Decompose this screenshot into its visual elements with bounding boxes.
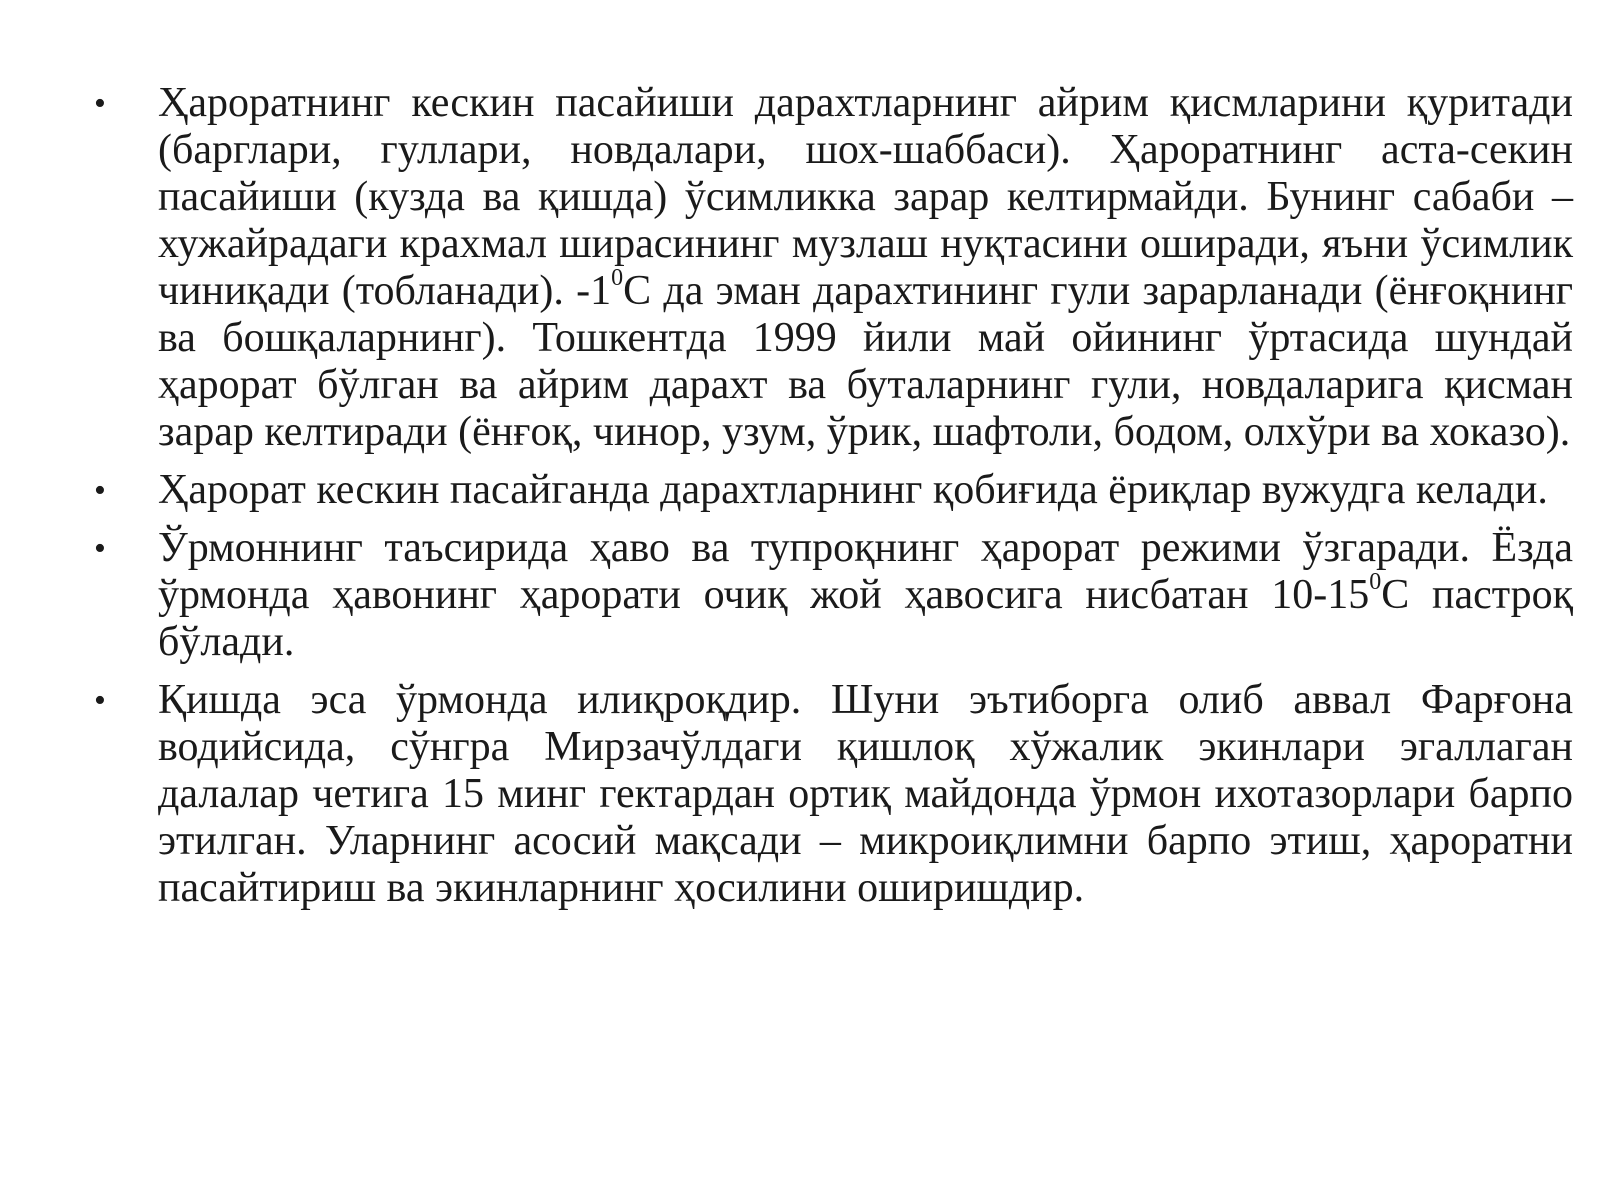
bullet-text [158, 525, 1573, 666]
text-segment: Ўрмоннинг таъсирида ҳаво ва тупроқнинг ҳарорат режими ўзгаради. Ёзда ўрмонда ҳавонинг ҳарорати очиқ жой ҳавосига нисбатан 10-15 [158, 525, 1573, 618]
text-segment: С да эман дарахтининг гули зарарланади (ёнғоқнинг ва бошқаларнинг). Тошкентда 1999 йили май ойининг ўртасида шундай ҳарорат бўлган ва айрим дарахт ва буталарнинг гули, новдаларига қисман зарар келтиради (ёнғоқ, чинор, узум, ўрик, шафтоли, бодом, олхўри ва хоказо). [158, 268, 1573, 455]
text-segment: Ҳарорат кескин пасайганда дарахтларнинг қобиғида ёриқлар вужудга келади. [158, 467, 1548, 513]
bullet-text [158, 467, 1573, 514]
text-segment: С пастроқ бўлади. [158, 572, 1574, 665]
bullet-list [88, 80, 1573, 923]
bullet-text [158, 80, 1573, 456]
text-segment: Қишда эса ўрмонда илиқроқдир. Шуни эътиборга олиб аввал Фарғона водийсида, сўнгра Мирзачўлдаги қишлоқ хўжалик экинлари эгаллаган далалар четига 15 минг гектардан ортиқ майдонда ўрмон ихотазорлари барпо этилган. Уларнинг асосий мақсади – микроиқлимни барпо этиш, ҳароратни пасайтириш ва экинларнинг ҳосилини оширишдир. [158, 677, 1573, 911]
superscript: 0 [1369, 569, 1382, 595]
bullet-item-4 [88, 677, 1573, 912]
bullet-dot-icon: • [94, 530, 106, 567]
bullet-item-1 [88, 80, 1573, 456]
superscript: 0 [611, 265, 624, 291]
bullet-dot-icon: • [94, 682, 106, 719]
bullet-text [158, 677, 1573, 912]
bullet-item-3 [88, 525, 1573, 666]
bullet-item-2 [88, 467, 1573, 514]
text-segment: Ҳароратнинг кескин пасайиши дарахтларнинг айрим қисмларини қуритади (барглари, гуллари, новдалари, шох-шаббаси). Ҳароратнинг аста-секин пасайиши (кузда ва қишда) ўсимликка зарар келтирмайди. Бунинг сабаби – хужайрадаги крахмал ширасининг музлаш нуқтасини оширади, яъни ўсимлик чиниқади (тобланади). -1 [158, 80, 1573, 314]
bullet-dot-icon: • [94, 472, 106, 509]
bullet-dot-icon: • [94, 85, 106, 122]
